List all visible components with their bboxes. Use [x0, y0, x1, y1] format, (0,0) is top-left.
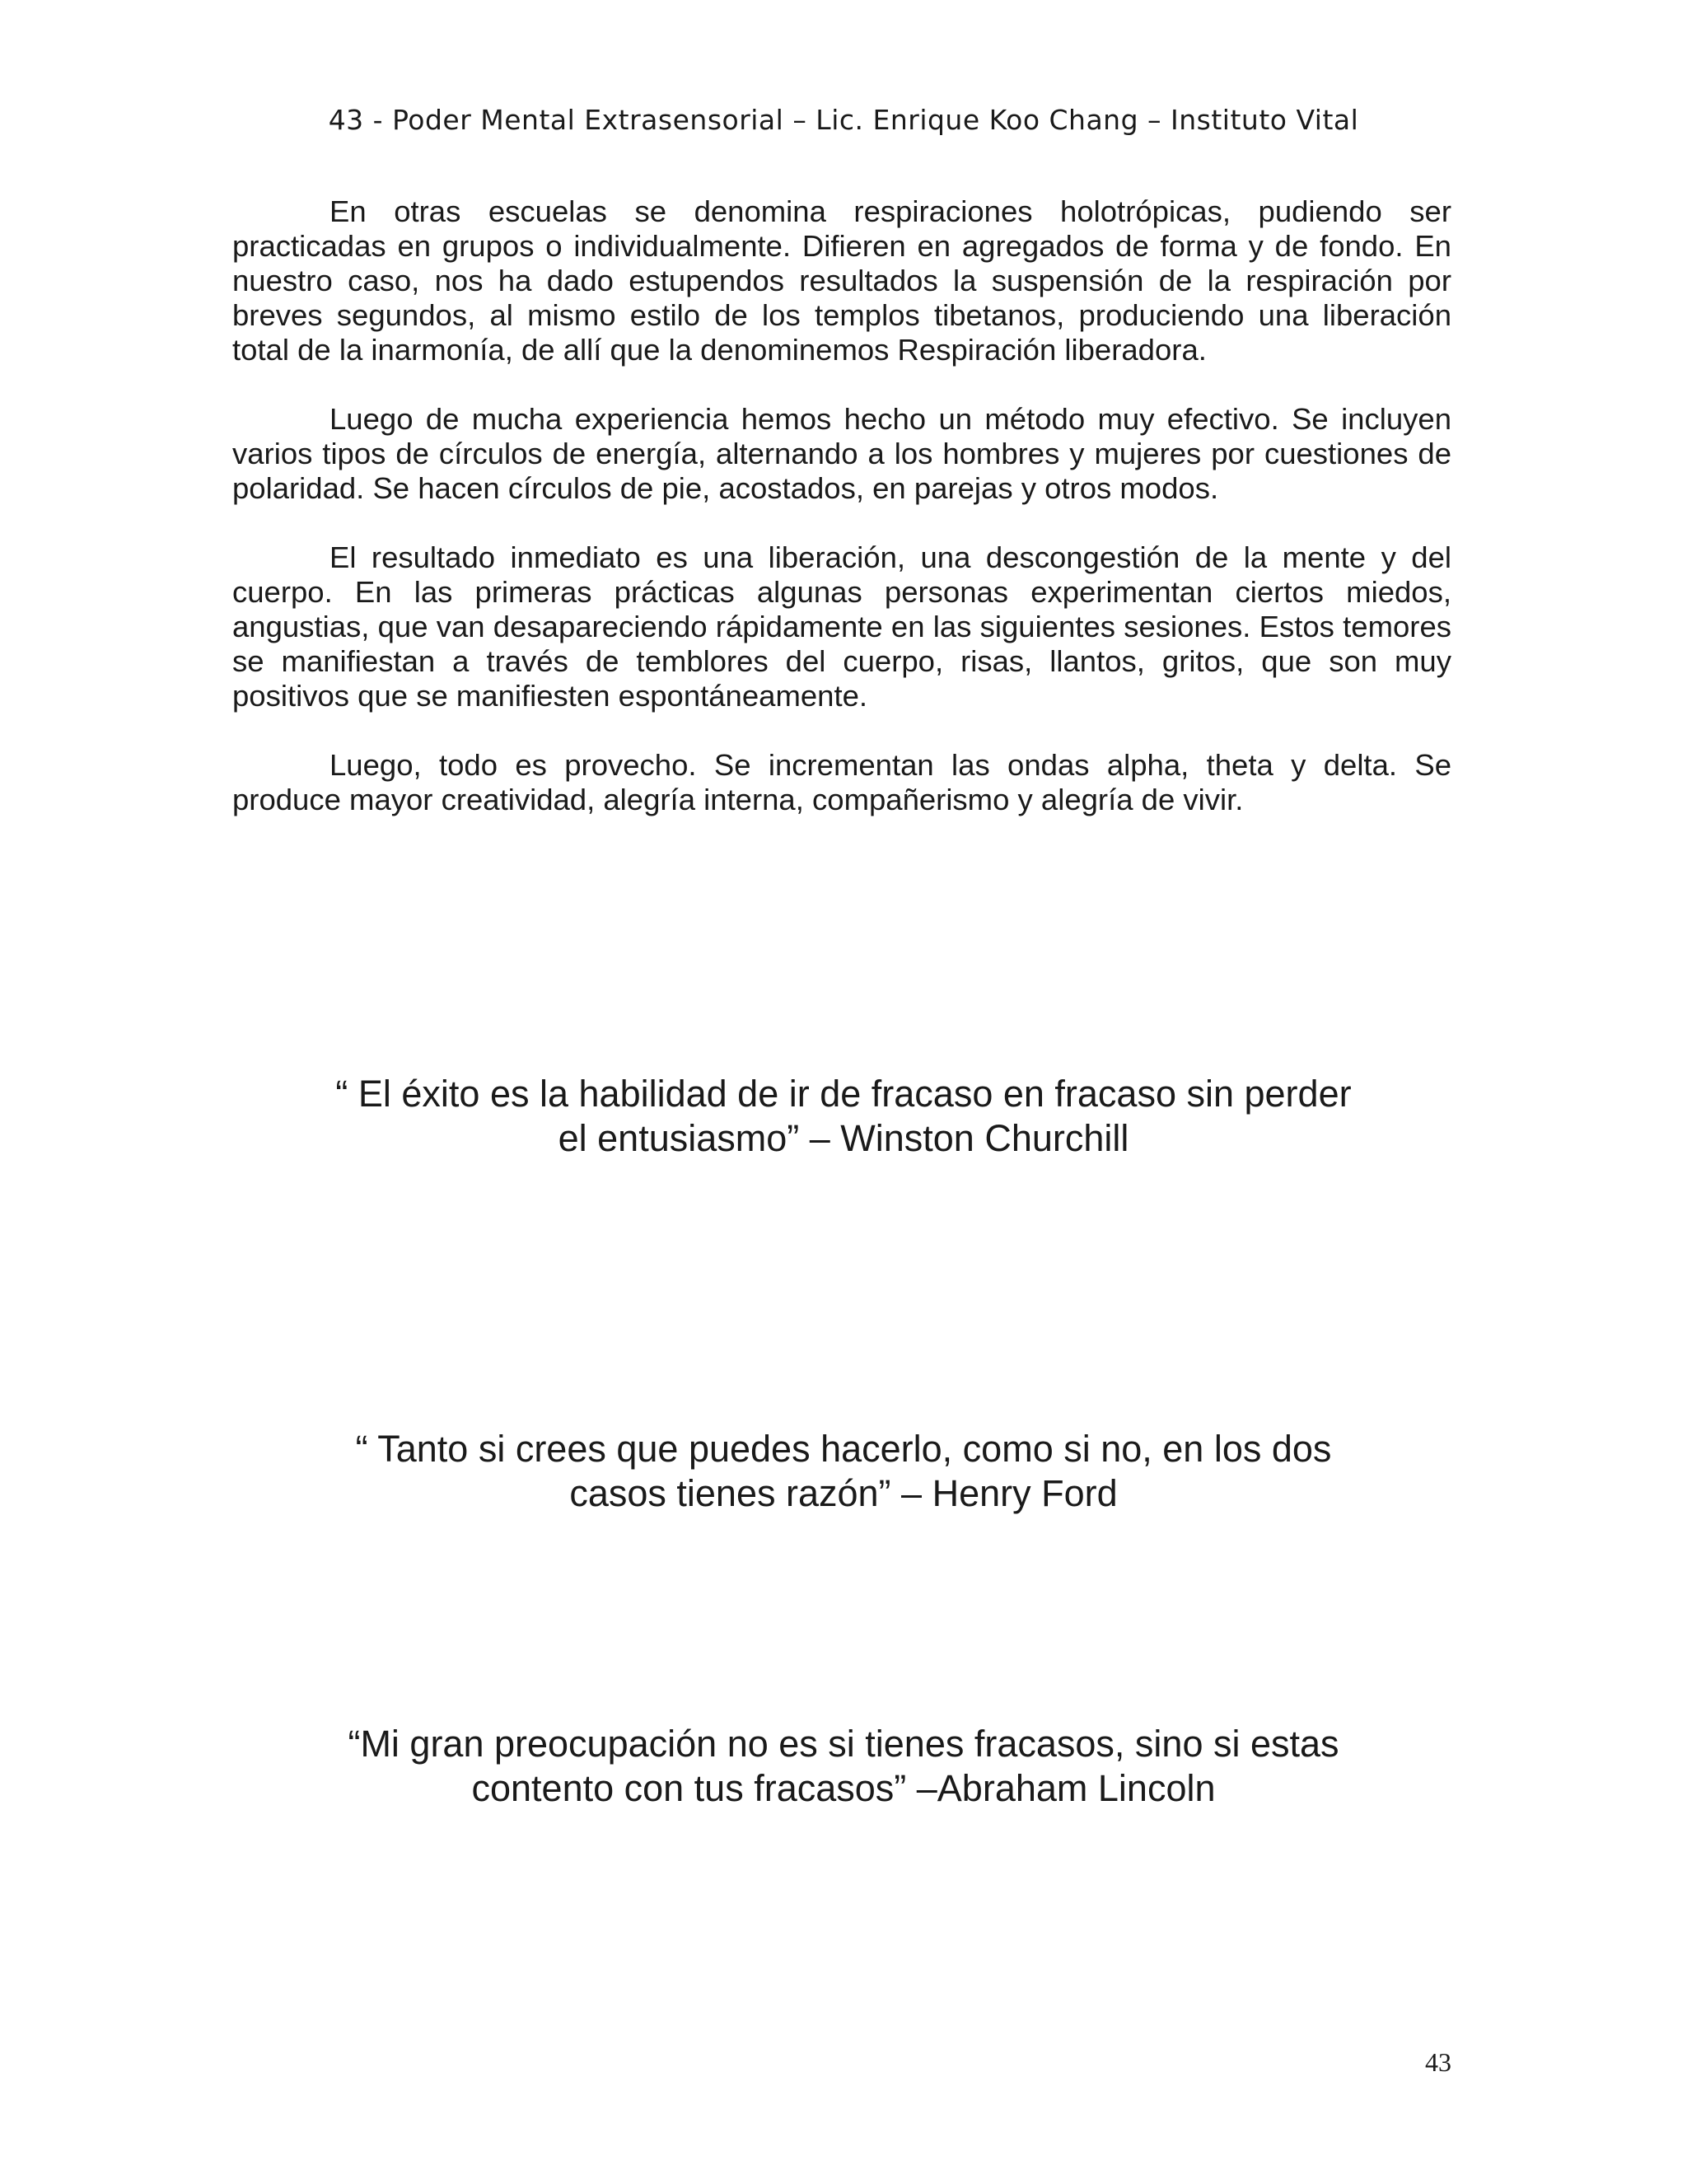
quote-line: “ Tanto si crees que puedes hacerlo, como si no, en los dos [355, 1428, 1332, 1470]
quote-lincoln [267, 1722, 1420, 1811]
body-paragraph: El resultado inmediato es una liberación, una descongestión de la mente y del cuerpo. En las primeras prácticas algunas personas experimentan ciertos miedos, angustias, que van desapareciendo rápidamente en las siguientes sesiones. Estos temores se manifiestan a través de temblores del cuerpo, risas, llantos, gritos, que son muy positivos que se manifiesten espontáneamente. [232, 540, 1451, 713]
body-paragraph: Luego, todo es provecho. Se incrementan las ondas alpha, theta y delta. Se produce mayor creatividad, alegría interna, compañerismo y alegría de vivir. [232, 748, 1451, 816]
quote-line: el entusiasmo” – Winston Churchill [558, 1117, 1129, 1159]
quote-ford [267, 1427, 1420, 1516]
page-number: 43 [1425, 2047, 1451, 2077]
body-paragraph: En otras escuelas se denomina respiraciones holotrópicas, pudiendo ser practicadas en grupos o individualmente. Difieren en agregados de forma y de fondo. En nuestro caso, nos ha dado estupendos resultados la suspensión de la respiración por breves segundos, al mismo estilo de los templos tibetanos, produciendo una liberación total de la inarmonía, de allí que la denominemos Respiración liberadora. [232, 194, 1451, 367]
body-paragraph: Luego de mucha experiencia hemos hecho un método muy efectivo. Se incluyen varios tipos de círculos de energía, alternando a los hombres y mujeres por cuestiones de polaridad. Se hacen círculos de pie, acostados, en parejas y otros modos. [232, 402, 1451, 505]
quote-line: “Mi gran preocupación no es si tienes fracasos, sino si estas [348, 1723, 1339, 1765]
quote-line: contento con tus fracasos” –Abraham Lincoln [471, 1767, 1216, 1809]
quote-line: “ El éxito es la habilidad de ir de fracaso en fracaso sin perder [335, 1073, 1352, 1115]
quote-churchill [267, 1072, 1420, 1161]
quote-line: casos tienes razón” – Henry Ford [569, 1472, 1118, 1514]
running-header: 43 - Poder Mental Extrasensorial – Lic. Enrique Koo Chang – Instituto Vital [328, 104, 1359, 136]
